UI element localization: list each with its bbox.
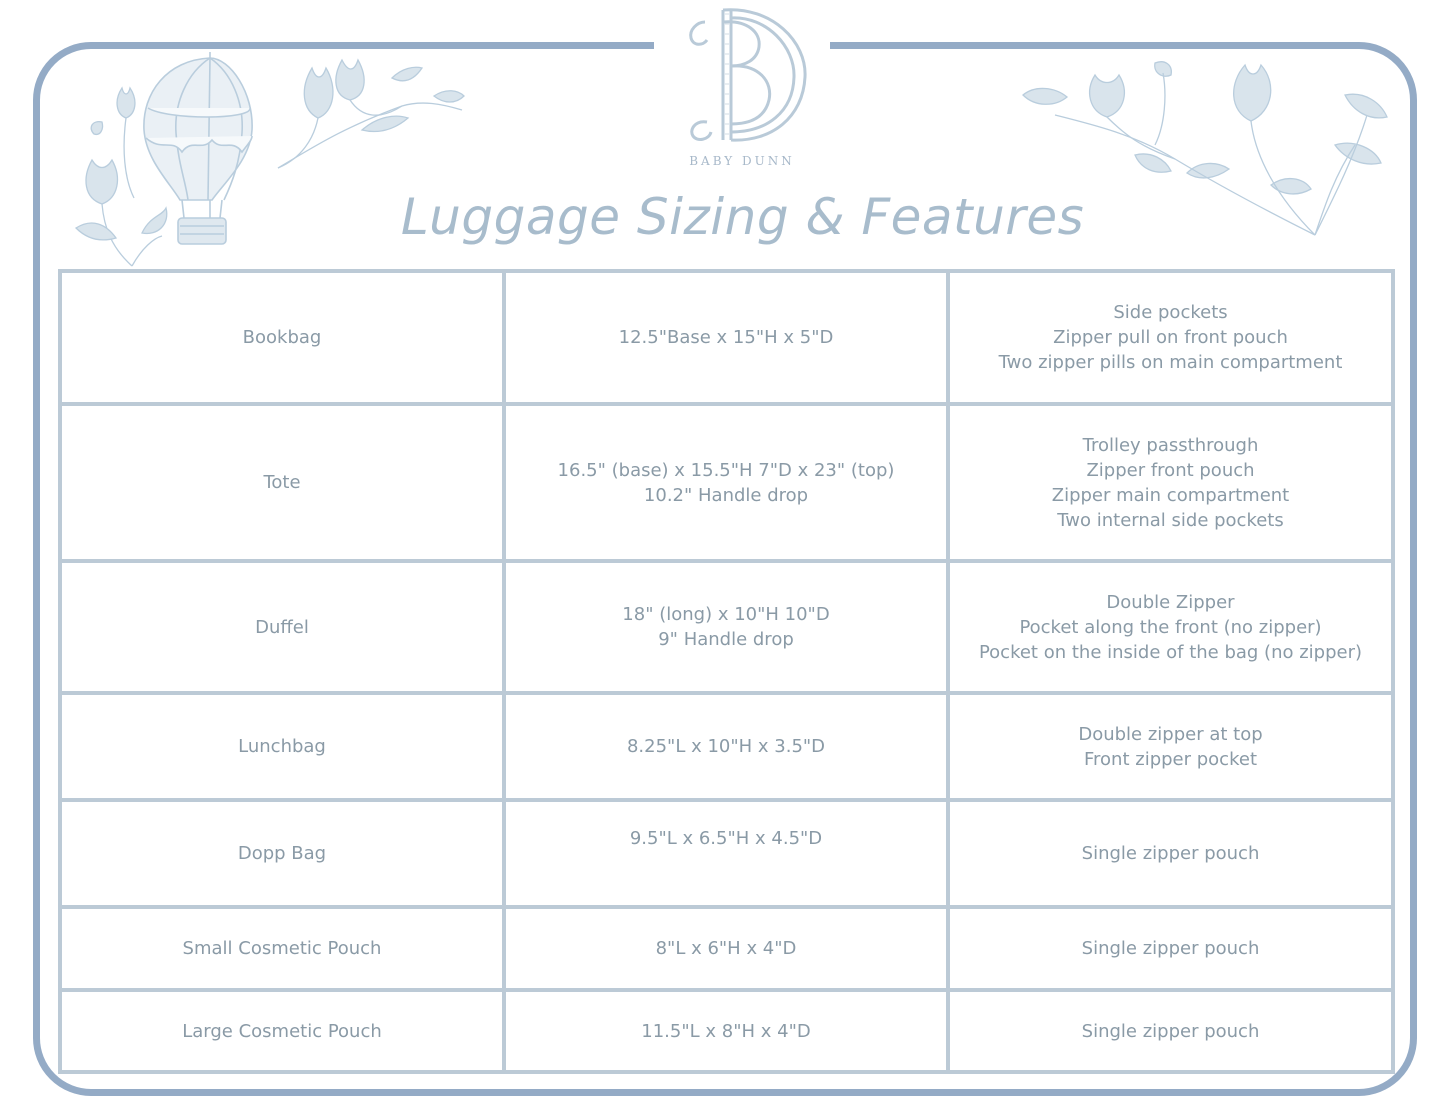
monogram-icon [677, 2, 807, 152]
item-features-cell: Trolley passthrough Zipper front pouch Zipper main compartment Two internal side pockets [948, 404, 1393, 561]
luggage-table-wrapper [58, 269, 1391, 1074]
item-size-cell: 16.5" (base) x 15.5"H 7"D x 23" (top) 10.2" Handle drop [504, 404, 948, 561]
brand-caption: BABY DUNN [689, 154, 795, 168]
item-size-cell: 18" (long) x 10"H 10"D 9" Handle drop [504, 561, 948, 693]
table-row [60, 800, 1393, 907]
item-size-cell: 11.5"L x 8"H x 4"D [504, 990, 948, 1072]
item-features-cell: Single zipper pouch [948, 907, 1393, 990]
page-title: Luggage Sizing & Features [400, 188, 1085, 246]
item-name-cell: Tote [60, 404, 504, 561]
table-row [60, 271, 1393, 404]
item-name-cell: Duffel [60, 561, 504, 693]
brand-logo [664, 2, 820, 180]
luggage-table [58, 269, 1395, 1074]
item-name-cell: Large Cosmetic Pouch [60, 990, 504, 1072]
table-row [60, 907, 1393, 990]
table-row [60, 693, 1393, 800]
item-size-cell: 9.5"L x 6.5"H x 4.5"D [504, 800, 948, 907]
item-name-cell: Dopp Bag [60, 800, 504, 907]
table-row [60, 404, 1393, 561]
item-features-cell: Single zipper pouch [948, 800, 1393, 907]
item-name-cell: Bookbag [60, 271, 504, 404]
item-size-cell: 8"L x 6"H x 4"D [504, 907, 948, 990]
item-features-cell: Side pockets Zipper pull on front pouch Two zipper pills on main compartment [948, 271, 1393, 404]
item-features-cell: Double Zipper Pocket along the front (no zipper) Pocket on the inside of the bag (no zipper) [948, 561, 1393, 693]
item-name-cell: Lunchbag [60, 693, 504, 800]
item-features-cell: Single zipper pouch [948, 990, 1393, 1072]
item-name-cell: Small Cosmetic Pouch [60, 907, 504, 990]
item-size-cell: 8.25"L x 10"H x 3.5"D [504, 693, 948, 800]
item-features-cell: Double zipper at top Front zipper pocket [948, 693, 1393, 800]
table-row [60, 990, 1393, 1072]
table-row [60, 561, 1393, 693]
item-size-cell: 12.5"Base x 15"H x 5"D [504, 271, 948, 404]
